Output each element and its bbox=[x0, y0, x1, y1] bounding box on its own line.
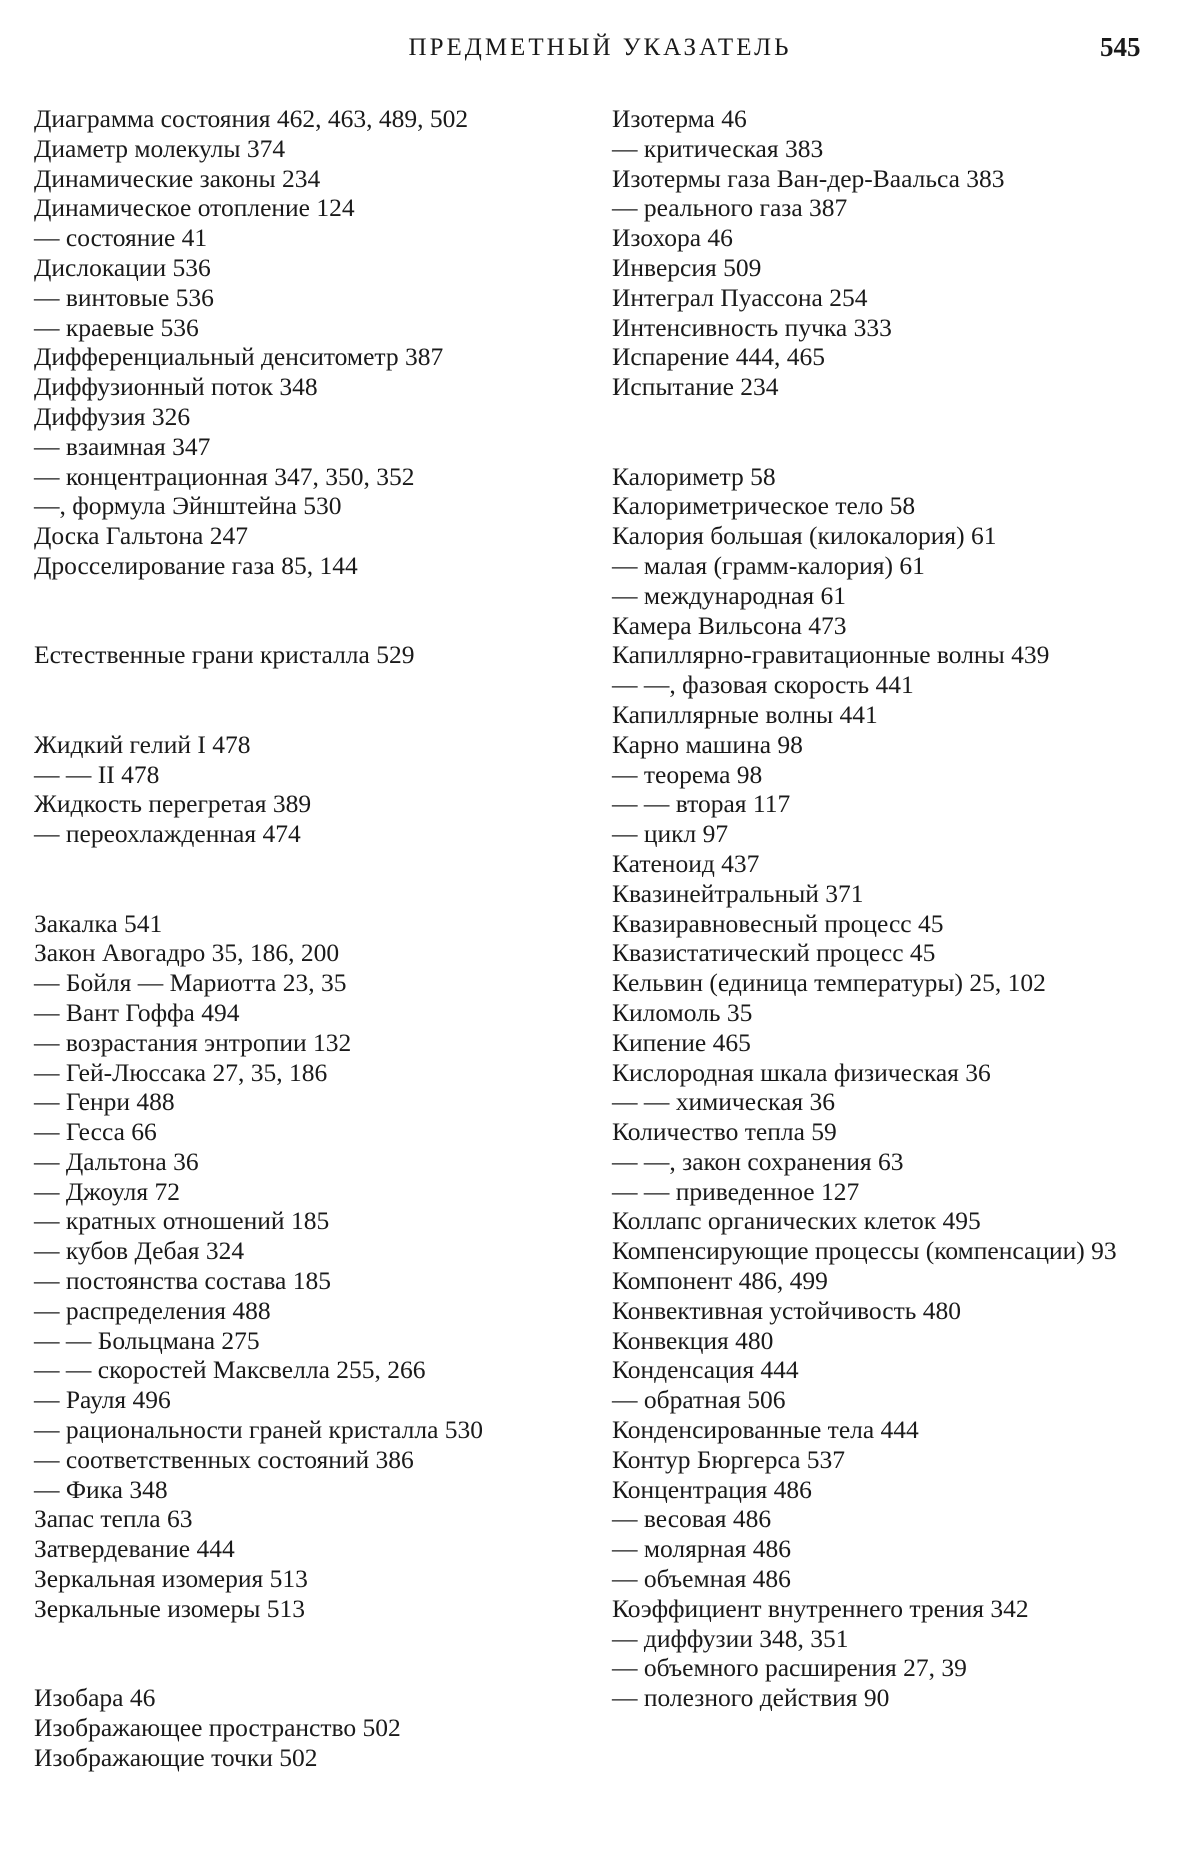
index-entry: — Гесса 66 bbox=[34, 1117, 157, 1147]
index-entry: Калориметрическое тело 58 bbox=[612, 491, 916, 521]
index-entry: — полезного действия 90 bbox=[612, 1683, 890, 1713]
index-entry: Дифференциальный денситометр 387 bbox=[34, 342, 444, 372]
index-entry: Естественные грани кристалла 529 bbox=[34, 640, 415, 670]
index-entry: — —, фазовая скорость 441 bbox=[612, 670, 914, 700]
index-entry: — молярная 486 bbox=[612, 1534, 791, 1564]
index-entry: Затвердевание 444 bbox=[34, 1534, 235, 1564]
index-entry: — состояние 41 bbox=[34, 223, 208, 253]
index-entry: Дросселирование газа 85, 144 bbox=[34, 550, 358, 580]
index-entry: Карно машина 98 bbox=[612, 729, 803, 759]
index-column-left bbox=[34, 104, 574, 1773]
index-entry: — весовая 486 bbox=[612, 1504, 772, 1534]
index-entry: Конденсация 444 bbox=[612, 1355, 799, 1385]
index-entry: Испарение 444, 465 bbox=[612, 342, 826, 372]
index-entry: Жидкий гелий I 478 bbox=[34, 729, 251, 759]
index-entry: Калория большая (килокалория) 61 bbox=[612, 521, 997, 551]
index-entry: Конвективная устойчивость 480 bbox=[612, 1295, 962, 1325]
index-entry: Компонент 486, 499 bbox=[612, 1266, 828, 1296]
index-entry: — теорема 98 bbox=[612, 759, 763, 789]
index-entry: Конденсированные тела 444 bbox=[612, 1415, 919, 1445]
index-entry: Диаметр молекулы 374 bbox=[34, 133, 286, 163]
index-entry: — — приведенное 127 bbox=[612, 1176, 860, 1206]
index-entry: Коллапс органических клеток 495 bbox=[612, 1206, 981, 1236]
index-entry: — обратная 506 bbox=[612, 1385, 786, 1415]
index-entry: — Рауля 496 bbox=[34, 1385, 171, 1415]
index-entry: Изотермы газа Ван-дер-Ваальса 383 bbox=[612, 163, 1005, 193]
index-entry: Диаграмма состояния 462, 463, 489, 502 bbox=[34, 104, 469, 133]
index-entry: Закон Авогадро 35, 186, 200 bbox=[34, 938, 340, 968]
index-entry: Квазистатический процесс 45 bbox=[612, 938, 936, 968]
running-header: ПРЕДМЕТНЫЙ УКАЗАТЕЛЬ bbox=[408, 34, 792, 61]
index-entry: Дислокации 536 bbox=[34, 252, 211, 282]
index-entry: Камера Вильсона 473 bbox=[612, 610, 847, 640]
index-entry: Калориметр 58 bbox=[612, 461, 776, 491]
index-entry: Закалка 541 bbox=[34, 908, 163, 938]
index-entry: — Вант Гоффа 494 bbox=[34, 997, 240, 1027]
index-entry: — кратных отношений 185 bbox=[34, 1206, 330, 1236]
index-entry: Доска Гальтона 247 bbox=[34, 521, 248, 551]
index-entry: Изохора 46 bbox=[612, 223, 733, 253]
index-entry: Контур Бюргерса 537 bbox=[612, 1444, 846, 1474]
index-entry: Интеграл Пуассона 254 bbox=[612, 282, 868, 312]
index-entry: — распределения 488 bbox=[34, 1295, 271, 1325]
index-entry: Изотерма 46 bbox=[612, 104, 747, 133]
index-column-right bbox=[612, 104, 1158, 1713]
index-entry: Инверсия 509 bbox=[612, 252, 762, 282]
index-entry: — цикл 97 bbox=[612, 819, 729, 849]
index-entry: — Фика 348 bbox=[34, 1474, 168, 1504]
index-entry: Квазинейтральный 371 bbox=[612, 878, 864, 908]
index-entry: — — вторая 117 bbox=[612, 789, 791, 819]
index-entry: Капиллярные волны 441 bbox=[612, 699, 878, 729]
index-entry: Катеноид 437 bbox=[612, 848, 760, 878]
index-entry: — —, закон сохранения 63 bbox=[612, 1146, 904, 1176]
index-entry: — диффузии 348, 351 bbox=[612, 1623, 849, 1653]
index-entry: Концентрация 486 bbox=[612, 1474, 812, 1504]
index-entry: — взаимная 347 bbox=[34, 431, 211, 461]
index-entry: — — Больцмана 275 bbox=[34, 1325, 260, 1355]
index-entry: Интенсивность пучка 333 bbox=[612, 312, 892, 342]
index-entry: Диффузионный поток 348 bbox=[34, 372, 318, 402]
index-entry: — Джоуля 72 bbox=[34, 1176, 180, 1206]
index-entry: — концентрационная 347, 350, 352 bbox=[34, 461, 415, 491]
index-entry: — международная 61 bbox=[612, 580, 846, 610]
index-entry: Зеркальные изомеры 513 bbox=[34, 1593, 306, 1623]
index-entry: — реального газа 387 bbox=[612, 193, 848, 223]
index-entry: Кислородная шкала физическая 36 bbox=[612, 1057, 991, 1087]
index-entry: Квазиравновесный процесс 45 bbox=[612, 908, 944, 938]
page-number: 545 bbox=[1100, 32, 1141, 62]
index-entry: — Дальтона 36 bbox=[34, 1146, 199, 1176]
index-entry: — малая (грамм-калория) 61 bbox=[612, 550, 925, 580]
index-entry: Кипение 465 bbox=[612, 1027, 751, 1057]
index-entry: — объемного расширения 27, 39 bbox=[612, 1653, 967, 1683]
index-entry: — переохлажденная 474 bbox=[34, 819, 301, 849]
index-entry: Испытание 234 bbox=[612, 372, 779, 402]
index-entry: Изображающее пространство 502 bbox=[34, 1713, 401, 1743]
index-entry: — возрастания энтропии 132 bbox=[34, 1027, 352, 1057]
index-entry: — кубов Дебая 324 bbox=[34, 1236, 245, 1266]
index-entry: — краевые 536 bbox=[34, 312, 199, 342]
index-entry: Изображающие точки 502 bbox=[34, 1742, 318, 1772]
index-entry: Конвекция 480 bbox=[612, 1325, 774, 1355]
index-entry: — — химическая 36 bbox=[612, 1087, 835, 1117]
index-entry: — объемная 486 bbox=[612, 1564, 791, 1594]
index-entry: Кельвин (единица температуры) 25, 102 bbox=[612, 968, 1046, 998]
index-entry: Зеркальная изомерия 513 bbox=[34, 1564, 308, 1594]
index-entry: Жидкость перегретая 389 bbox=[34, 789, 312, 819]
index-entry: — критическая 383 bbox=[612, 133, 824, 163]
index-entry: — Генри 488 bbox=[34, 1087, 175, 1117]
index-entry: — винтовые 536 bbox=[34, 282, 214, 312]
index-entry: — постоянства состава 185 bbox=[34, 1266, 331, 1296]
index-entry: Диффузия 326 bbox=[34, 401, 191, 431]
index-entry: Киломоль 35 bbox=[612, 997, 753, 1027]
index-entry: — рациональности граней кристалла 530 bbox=[34, 1415, 484, 1445]
index-entry: — Гей-Люссака 27, 35, 186 bbox=[34, 1057, 328, 1087]
index-entry: Динамическое отопление 124 bbox=[34, 193, 355, 223]
index-entry: Коэффициент внутреннего трения 342 bbox=[612, 1593, 1029, 1623]
index-entry: —, формула Эйнштейна 530 bbox=[34, 491, 342, 521]
index-entry: Изобара 46 bbox=[34, 1683, 156, 1713]
index-entry: Капиллярно-гравитационные волны 439 bbox=[612, 640, 1050, 670]
index-entry: — соответственных состояний 386 bbox=[34, 1444, 414, 1474]
index-entry: — — II 478 bbox=[34, 759, 160, 789]
index-entry: Запас тепла 63 bbox=[34, 1504, 193, 1534]
index-entry: — Бойля — Мариотта 23, 35 bbox=[34, 968, 347, 998]
index-entry: Компенсирующие процессы (компенсации) 93 bbox=[612, 1236, 1117, 1266]
index-entry: — — скоростей Максвелла 255, 266 bbox=[34, 1355, 426, 1385]
index-entry: Количество тепла 59 bbox=[612, 1117, 837, 1147]
index-entry: Динамические законы 234 bbox=[34, 163, 321, 193]
